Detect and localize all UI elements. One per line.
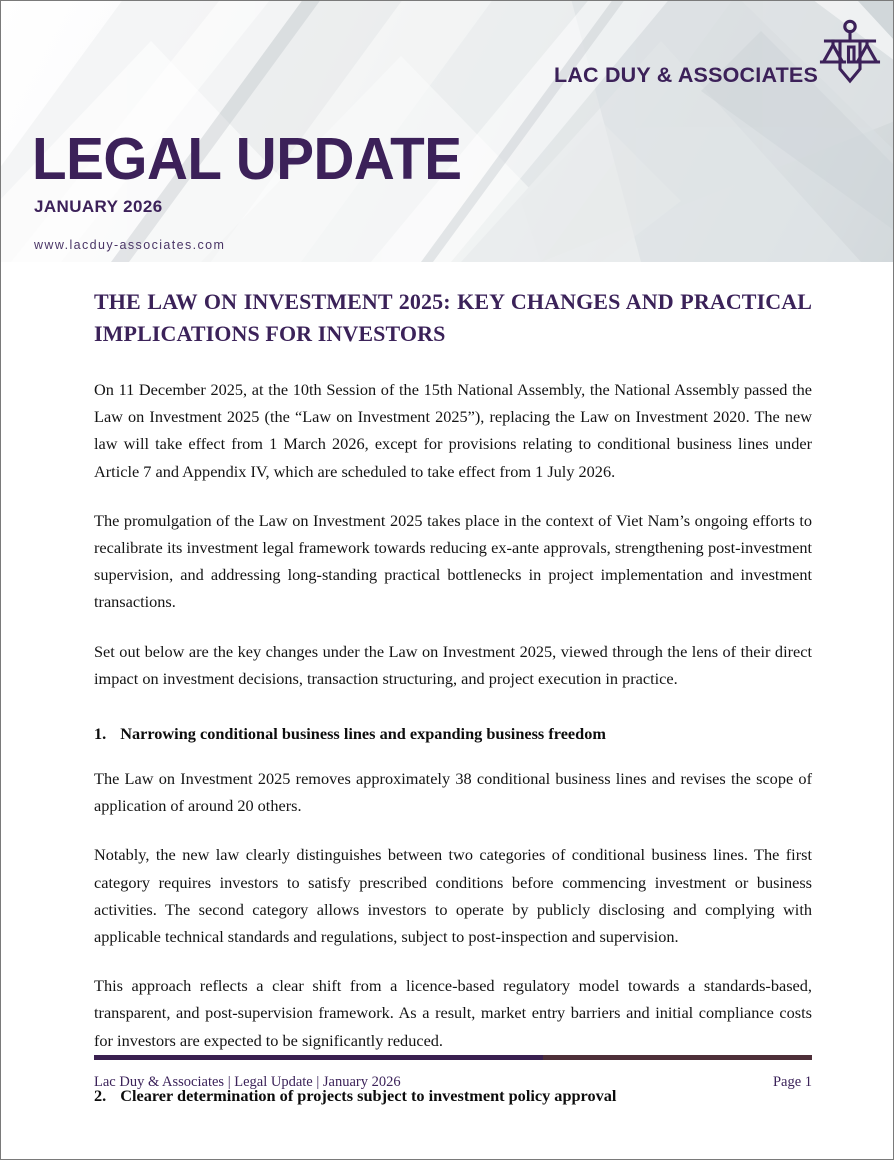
firm-name: LAC DUY & ASSOCIATES (553, 63, 818, 87)
intro-paragraph-3: Set out below are the key changes under the Law on Investment 2025, viewed through the lens of their direct impact on investment decisions, transaction structuring, and project execution in practice. (94, 641, 812, 688)
scales-of-justice-shield-icon (819, 17, 881, 89)
website-url[interactable]: www.lacduy-associates.com (34, 238, 226, 252)
section-number-2: 2. (94, 1085, 107, 1105)
section-1-paragraph-3: This approach reflects a clear shift from a licence-based regulatory model towards a standards-based, transparent, and post-supervision framework. As a result, market entry barriers and initial compliance costs for investors are expected to be significantly reduced. (94, 976, 812, 1050)
page-number: Page 1 (772, 1074, 812, 1090)
section-1-paragraph-1: The Law on Investment 2025 removes approximately 38 conditional business lines and revises the scope of application of around 20 others. (94, 769, 812, 816)
document-body (94, 286, 812, 1127)
document-title: THE LAW ON INVESTMENT 2025: KEY CHANGES AND PRACTICAL IMPLICATIONS FOR INVESTORS (94, 289, 812, 346)
footer-rule (94, 1055, 812, 1060)
header-text-block (32, 126, 479, 252)
footer-row (94, 1074, 812, 1091)
section-title-2: Clearer determination of projects subject to investment policy approval (120, 1085, 617, 1105)
page-footer (94, 1055, 812, 1091)
issue-date: JANUARY 2026 (34, 197, 163, 216)
section-number-1: 1. (94, 724, 107, 744)
header-banner (1, 1, 894, 262)
section-title-1: Narrowing conditional business lines and expanding business freedom (120, 724, 606, 744)
intro-paragraph-2: The promulgation of the Law on Investment 2025 takes place in the context of Viet Nam’s ongoing efforts to recalibrate its investment legal framework towards reducing ex-ante approvals, strengthening post-investment supervision, and addressing long-standing practical bottlenecks in project implementation and investment transactions. (94, 510, 812, 612)
footer-left-text: Lac Duy & Associates | Legal Update | January 2026 (94, 1074, 401, 1090)
section-heading-1 (94, 720, 812, 747)
footer-rule-purple-segment (94, 1055, 543, 1060)
intro-paragraph-1: On 11 December 2025, at the 10th Session of the 15th National Assembly, the National Assembly passed the Law on Investment 2025 (the “Law on Investment 2025”), replacing the Law on Investment 2020. The new law will take effect from 1 March 2026, except for provisions relating to conditional business lines under Article 7 and Appendix IV, which are scheduled to take effect from 1 July 2026. (94, 380, 812, 481)
publication-title: LEGAL UPDATE (32, 126, 462, 192)
section-1-paragraph-2: Notably, the new law clearly distinguishes between two categories of conditional business lines. The first category requires investors to satisfy prescribed conditions before commencing investment or business activities. The second category allows investors to operate by publicly disclosing and complying with applicable technical standards and regulations, subject to post-inspection and supervision. (94, 845, 812, 947)
footer-rule-maroon-segment (543, 1055, 812, 1060)
